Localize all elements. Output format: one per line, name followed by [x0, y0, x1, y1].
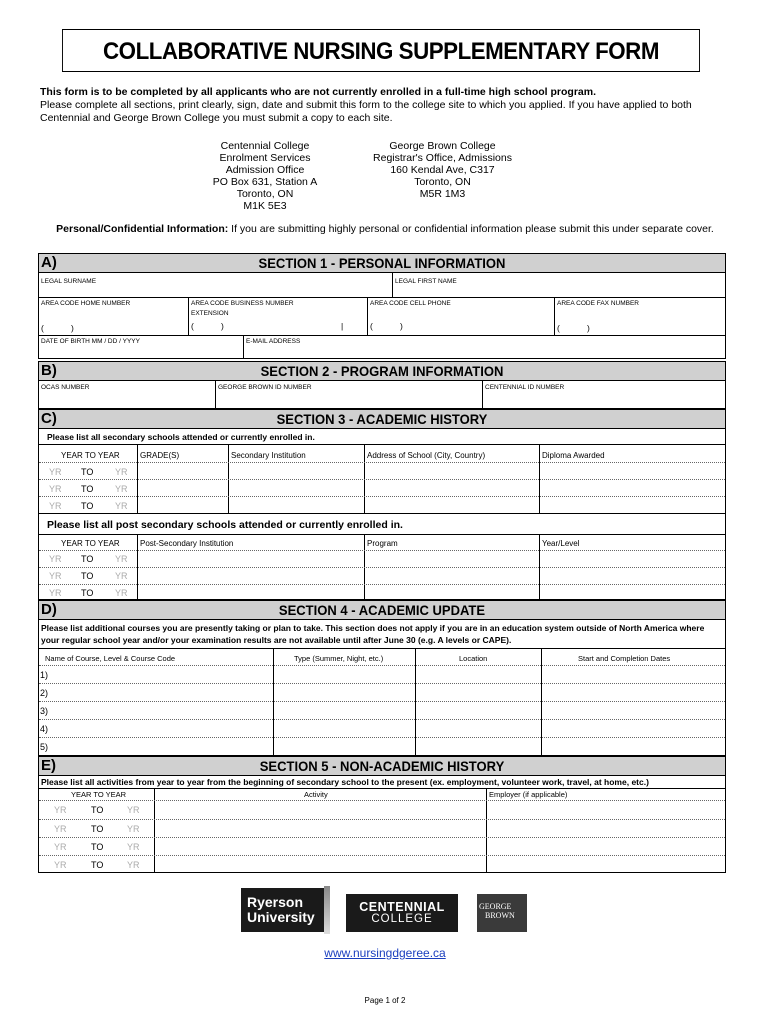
yr-placeholder: YR	[127, 842, 140, 852]
section-letter: C)	[41, 410, 57, 427]
col-grades-header: GRADE(S)	[140, 451, 180, 460]
confidential-text: If you are submitting highly personal or confidential information please submit this under separate cover.	[228, 223, 714, 235]
ocas-label: OCAS NUMBER	[41, 384, 90, 391]
col-post-institution-header: Post-Secondary Institution	[140, 539, 234, 548]
address-line: Centennial College	[220, 140, 310, 152]
logo-text: BROWN	[485, 911, 515, 920]
legal-first-name-label: LEGAL FIRST NAME	[395, 278, 457, 285]
confidential-label: Personal/Confidential Information:	[56, 223, 229, 235]
address-line: Toronto, ON	[414, 176, 471, 188]
section-program-info	[38, 361, 726, 409]
website-link[interactable]: www.nursingdgeree.ca	[324, 946, 446, 960]
paren: )	[400, 321, 403, 331]
col-institution-header: Secondary Institution	[231, 451, 306, 460]
address-line: M5R 1M3	[419, 188, 466, 200]
address-line: M1K 5E3	[243, 200, 287, 212]
row-number: 2)	[40, 688, 49, 698]
col-year-level-header: Year/Level	[542, 539, 580, 548]
col-location-header: Location	[459, 654, 488, 663]
to-label: TO	[81, 588, 94, 598]
yr-placeholder: YR	[49, 467, 62, 477]
to-label: TO	[81, 571, 94, 581]
to-label: TO	[81, 484, 94, 494]
paren: (	[557, 323, 560, 333]
address-georgebrown	[370, 140, 515, 200]
address-line: Admission Office	[225, 164, 305, 176]
col-employer-header: Employer (if applicable)	[489, 790, 568, 799]
yr-placeholder: YR	[54, 860, 67, 870]
section-title: SECTION 3 - ACADEMIC HISTORY	[276, 411, 488, 427]
address-line: PO Box 631, Station A	[212, 176, 318, 188]
paren: )	[221, 321, 224, 331]
post-secondary-instruction: Please list all post secondary schools attended or currently enrolled in.	[47, 519, 403, 531]
col-course-header: Name of Course, Level & Course Code	[45, 654, 176, 663]
section-header	[39, 757, 725, 776]
intro-text	[40, 86, 730, 125]
address-line: Enrolment Services	[219, 152, 311, 164]
yr-placeholder: YR	[54, 805, 67, 815]
yr-placeholder: YR	[49, 554, 62, 564]
section-header	[39, 254, 725, 273]
yr-placeholder: YR	[49, 588, 62, 598]
section-personal-info	[38, 253, 726, 359]
intro-line: Please complete all sections, print clearly, sign, date and submit this form to the college site to which you applied. If you have applied to both Centennial and George Brown College you must submit a copy to each site.	[40, 99, 692, 124]
section-non-academic-history	[38, 756, 726, 873]
form-title: COLLABORATIVE NURSING SUPPLEMENTARY FORM	[62, 29, 700, 72]
extension-label: EXTENSION	[191, 310, 229, 317]
row-number: 1)	[40, 670, 49, 680]
gbc-id-label: GEORGE BROWN ID NUMBER	[218, 384, 312, 391]
email-label: E-MAIL ADDRESS	[246, 338, 301, 345]
yr-placeholder: YR	[49, 571, 62, 581]
col-activity-header: Activity	[304, 790, 328, 799]
section-title: SECTION 5 - NON-ACADEMIC HISTORY	[259, 758, 505, 774]
address-line: Toronto, ON	[236, 188, 294, 200]
col-post-year-header: YEAR TO YEAR	[61, 539, 120, 548]
row-number: 5)	[40, 742, 49, 752]
section-academic-history	[38, 409, 726, 600]
yr-placeholder: YR	[127, 860, 140, 870]
to-label: TO	[81, 554, 94, 564]
academic-update-instruction: Please list additional courses you are presently taking or plan to take. This section does not apply if you are in an education system outside of North America where your regular school year and/or your examination results are not available until after June 30 (e.g. A levels or CAPE).	[41, 623, 705, 645]
separator: |	[341, 321, 344, 331]
section-letter: E)	[41, 757, 56, 774]
col-type-header: Type (Summer, Night, etc.)	[294, 654, 384, 663]
to-label: TO	[91, 824, 104, 834]
fax-number-label: AREA CODE FAX NUMBER	[557, 300, 639, 307]
col-address-header: Address of School (City, Country)	[367, 451, 486, 460]
yr-placeholder: YR	[54, 842, 67, 852]
paren: (	[41, 323, 44, 333]
secondary-instruction: Please list all secondary schools attended or currently enrolled in.	[47, 432, 315, 442]
address-line: Registrar's Office, Admissions	[373, 152, 512, 164]
section-academic-update	[38, 600, 726, 756]
logo-text: COLLEGE	[371, 913, 433, 925]
home-number-label: AREA CODE HOME NUMBER	[41, 300, 131, 307]
address-line: George Brown College	[389, 140, 496, 152]
col-dates-header: Start and Completion Dates	[578, 654, 671, 663]
section-letter: D)	[41, 601, 57, 618]
section-letter: A)	[41, 254, 57, 271]
dob-label: DATE OF BIRTH MM / DD / YYYY	[41, 338, 140, 345]
confidential-note	[40, 223, 730, 235]
yr-placeholder: YR	[115, 571, 128, 581]
legal-surname-label: LEGAL SURNAME	[41, 278, 97, 285]
to-label: TO	[91, 842, 104, 852]
cell-phone-label: AREA CODE CELL PHONE	[370, 300, 451, 307]
business-number-label: AREA CODE BUSINESS NUMBER	[191, 300, 294, 307]
section-title: SECTION 1 - PERSONAL INFORMATION	[258, 255, 506, 271]
section-title: SECTION 4 - ACADEMIC UPDATE	[278, 602, 486, 618]
intro-bold: This form is to be completed by all applicants who are not currently enrolled in a full-time high school program.	[40, 86, 596, 98]
centennial-logo	[346, 894, 458, 932]
ryerson-logo	[241, 888, 327, 932]
paren: (	[370, 321, 373, 331]
to-label: TO	[81, 501, 94, 511]
to-label: TO	[91, 805, 104, 815]
to-label: TO	[91, 860, 104, 870]
col-diploma-header: Diploma Awarded	[542, 451, 605, 460]
paren: )	[587, 323, 590, 333]
section-header	[39, 410, 725, 429]
yr-placeholder: YR	[115, 588, 128, 598]
section-header	[39, 601, 725, 620]
yr-placeholder: YR	[115, 501, 128, 511]
col-year-header: YEAR TO YEAR	[61, 451, 120, 460]
address-centennial	[200, 140, 330, 212]
page-number: Page 1 of 2	[364, 996, 406, 1005]
address-line: 160 Kendal Ave, C317	[390, 164, 495, 176]
yr-placeholder: YR	[115, 467, 128, 477]
section-header	[39, 362, 725, 381]
yr-placeholder: YR	[54, 824, 67, 834]
centennial-id-label: CENTENNIAL ID NUMBER	[485, 384, 565, 391]
col-program-header: Program	[367, 539, 398, 548]
logo-text: Ryerson	[247, 894, 304, 910]
yr-placeholder: YR	[115, 554, 128, 564]
logo-text: GEORGE	[479, 902, 512, 911]
paren: )	[71, 323, 74, 333]
george-brown-logo	[477, 894, 527, 932]
yr-placeholder: YR	[49, 484, 62, 494]
to-label: TO	[81, 467, 94, 477]
col-year-header: YEAR TO YEAR	[71, 790, 127, 799]
logo-text: CENTENNIAL	[359, 900, 445, 914]
yr-placeholder: YR	[49, 501, 62, 511]
non-academic-instruction: Please list all activities from year to year from the beginning of secondary school to the present (ex. employment, volunteer work, travel, at home, etc.)	[41, 777, 649, 787]
section-title: SECTION 2 - PROGRAM INFORMATION	[260, 363, 504, 379]
paren: (	[191, 321, 194, 331]
row-number: 3)	[40, 706, 49, 716]
logo-text: University	[247, 909, 315, 925]
yr-placeholder: YR	[115, 484, 128, 494]
row-number: 4)	[40, 724, 49, 734]
yr-placeholder: YR	[127, 805, 140, 815]
section-letter: B)	[41, 362, 57, 379]
yr-placeholder: YR	[127, 824, 140, 834]
